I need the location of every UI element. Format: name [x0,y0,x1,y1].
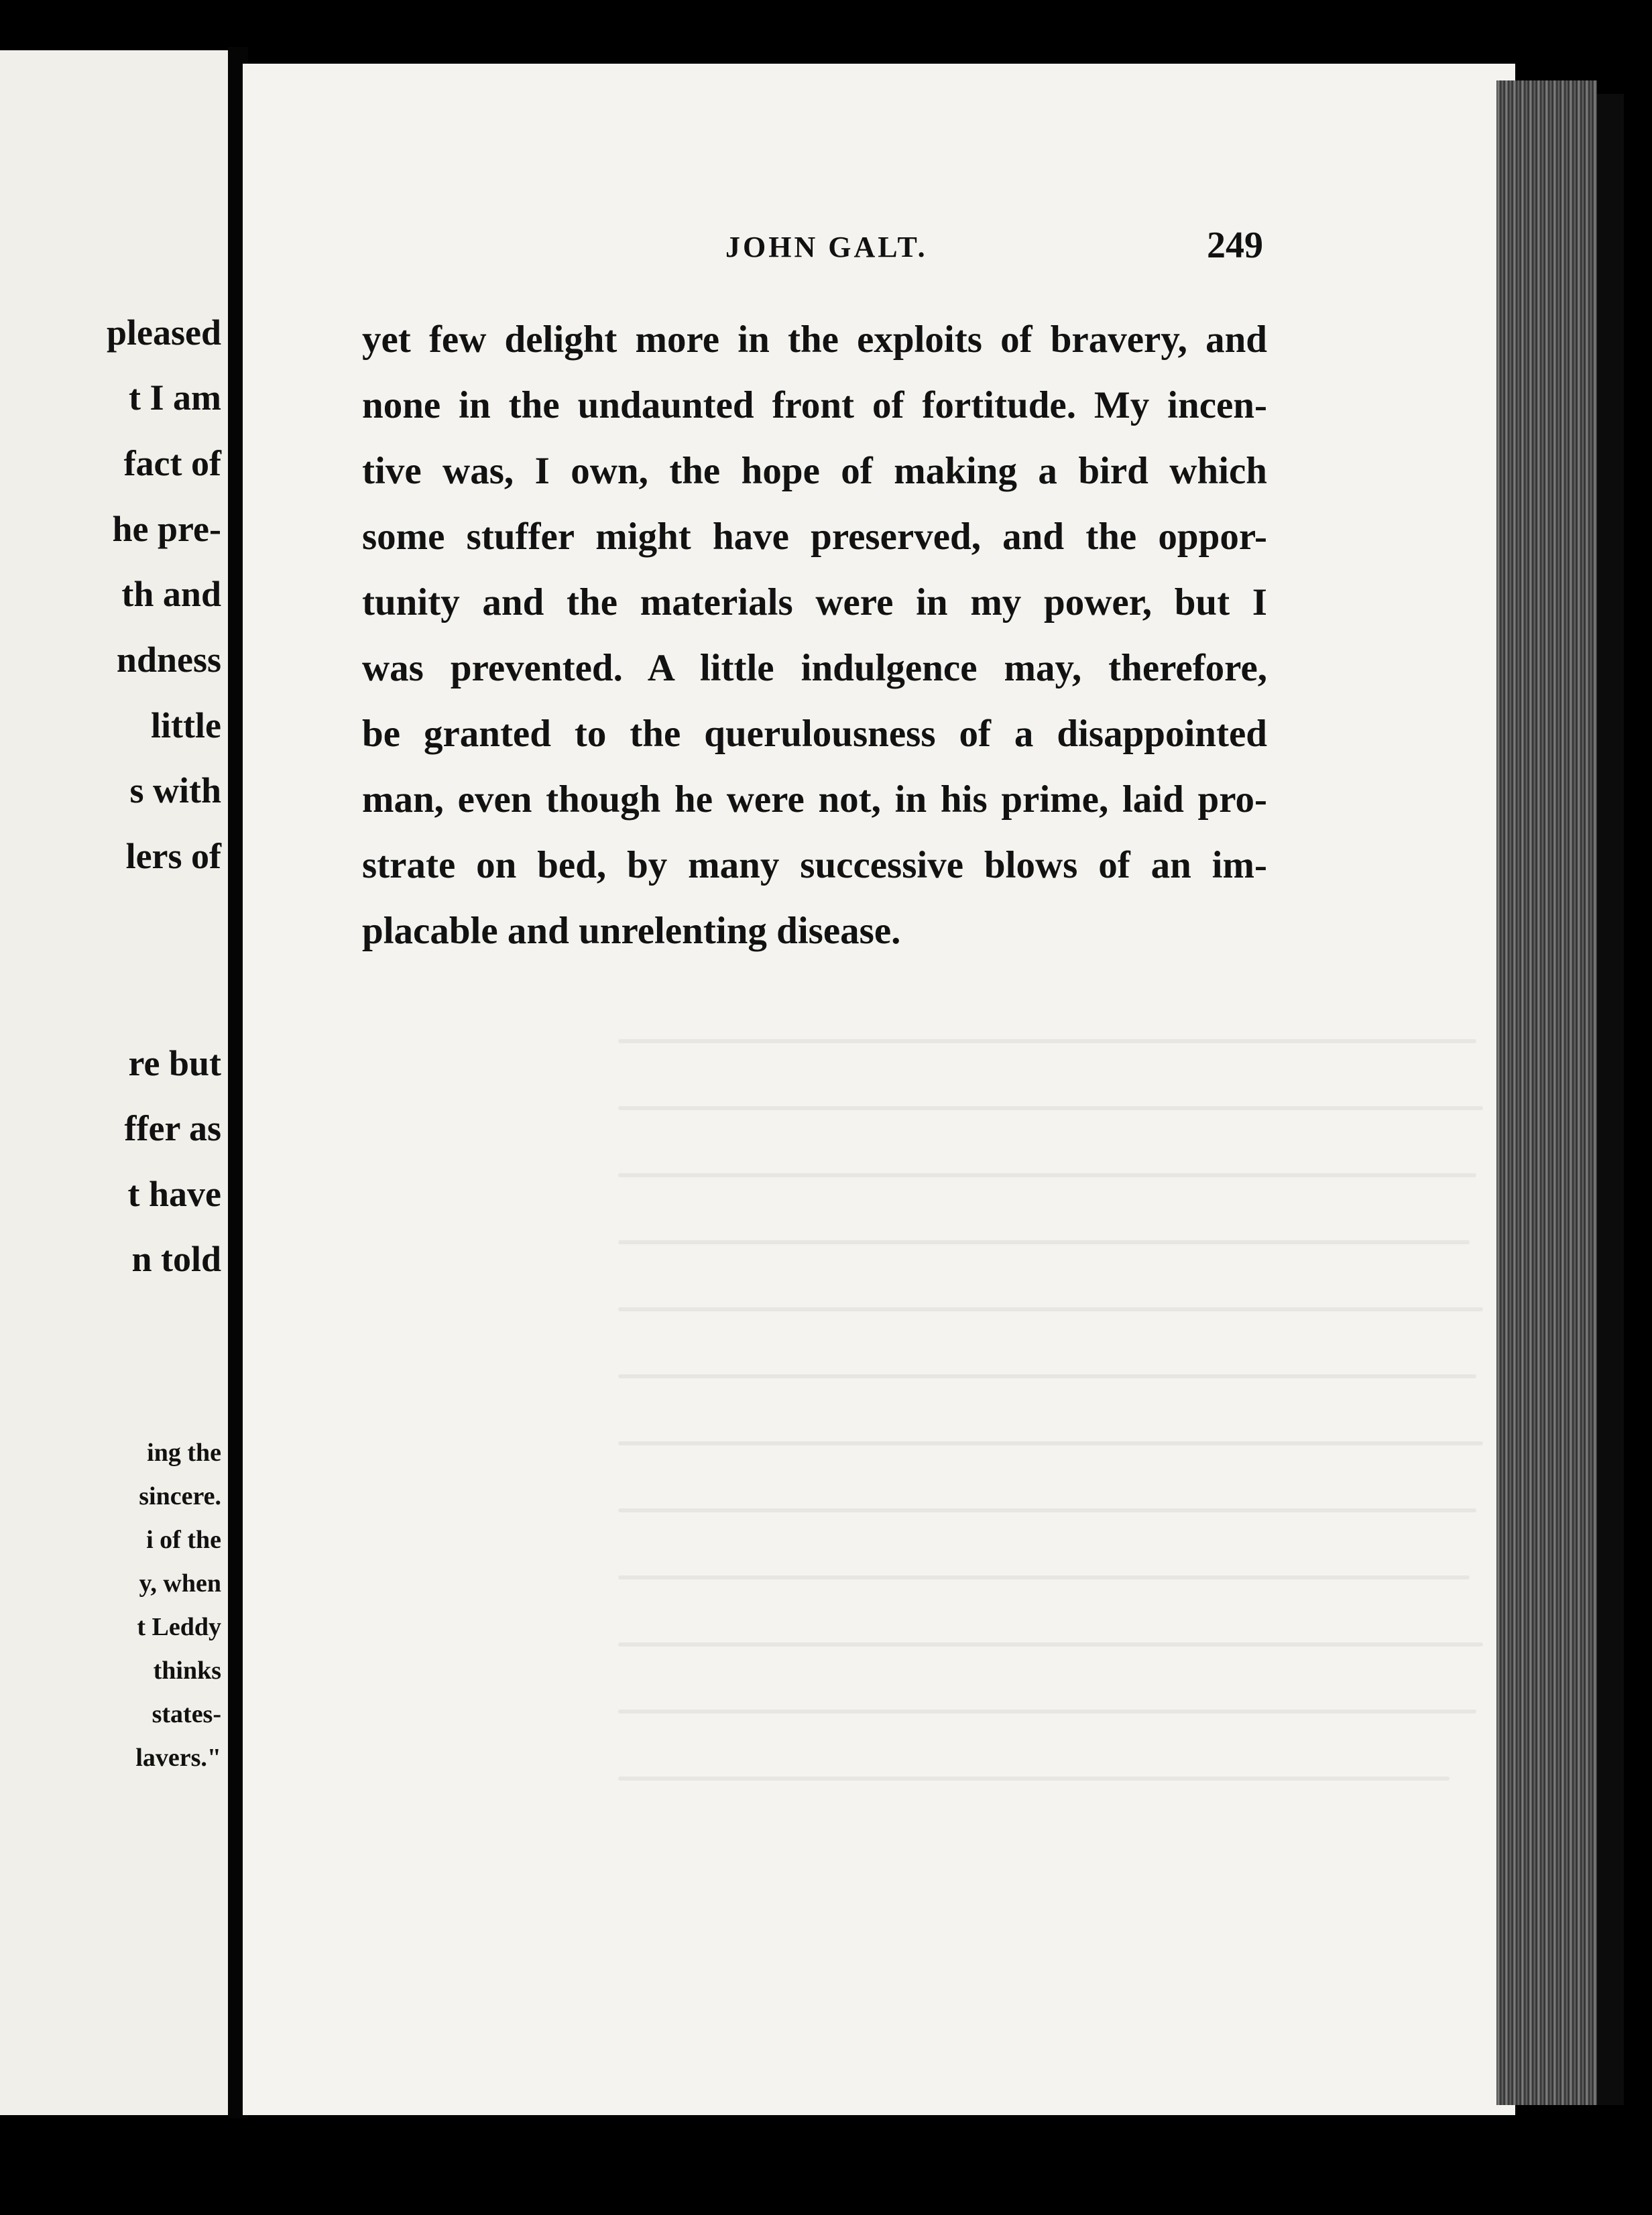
left-page-line: t I am [129,377,221,418]
text-line: some stuffer might have preserved, and the oppor- [362,516,1267,558]
text-line: strate on bed, by many successive blows of an im- [362,844,1267,886]
left-page-fragment [0,50,236,2115]
bleed-through-mark [618,1106,1483,1110]
left-page-line: t have [127,1174,221,1214]
left-page-line: ndness [116,640,221,680]
bleed-through-mark [618,1508,1476,1512]
left-page-footnote-line: ing the [147,1439,221,1467]
left-page-line: n told [131,1239,221,1279]
left-page-footnote-line: lavers." [135,1744,221,1772]
left-page-line: little [151,705,221,745]
text-line: tunity and the materials were in my power, but I [362,581,1267,623]
bleed-through-mark [618,1642,1483,1647]
left-page-footnote-line: y, when [139,1569,221,1598]
text-line: tive was, I own, the hope of making a bird which [362,450,1267,492]
left-page-line: ffer as [124,1108,221,1148]
bleed-through-mark [618,1039,1476,1043]
page-number: 249 [1207,225,1263,266]
bleed-through-mark [618,1307,1483,1311]
text-line: was prevented. A little indulgence may, therefore, [362,647,1267,689]
text-line: man, even though he were not, in his prime, laid pro- [362,778,1267,821]
text-line: yet few delight more in the exploits of bravery, and [362,318,1267,361]
bleed-through-mark [618,1777,1450,1781]
left-page-line: lers of [125,836,221,876]
bleed-through-mark [618,1575,1470,1579]
page-edge-shadow [1597,94,1624,2105]
left-page-footnote-line: t Leddy [137,1613,221,1641]
text-line: be granted to the querulousness of a disappointed [362,713,1267,755]
text-line: placable and unrelenting disease. [362,910,901,952]
left-page-line: re but [128,1043,221,1083]
text-line: none in the undaunted front of fortitude. My incen- [362,384,1267,426]
left-page-line: fact of [123,443,221,483]
left-page-footnote-line: i of the [146,1526,221,1554]
bleed-through-mark [618,1240,1470,1244]
body-paragraph [362,307,1267,964]
bleed-through-mark [618,1710,1476,1714]
left-page-footnote-line: states- [152,1700,221,1728]
left-page-footnote-line: sincere. [139,1482,221,1510]
left-page-line: th and [121,574,221,614]
left-page-line: pleased [106,312,221,353]
page-edge-stack [1496,80,1597,2105]
left-page-line: he pre- [112,509,221,549]
bleed-through-mark [618,1173,1476,1177]
bleed-through-mark [618,1441,1483,1445]
left-page-footnote-line: thinks [153,1657,221,1685]
bleed-through-mark [618,1374,1476,1378]
left-page-line: s with [129,770,221,811]
running-header: JOHN GALT. [725,231,928,263]
